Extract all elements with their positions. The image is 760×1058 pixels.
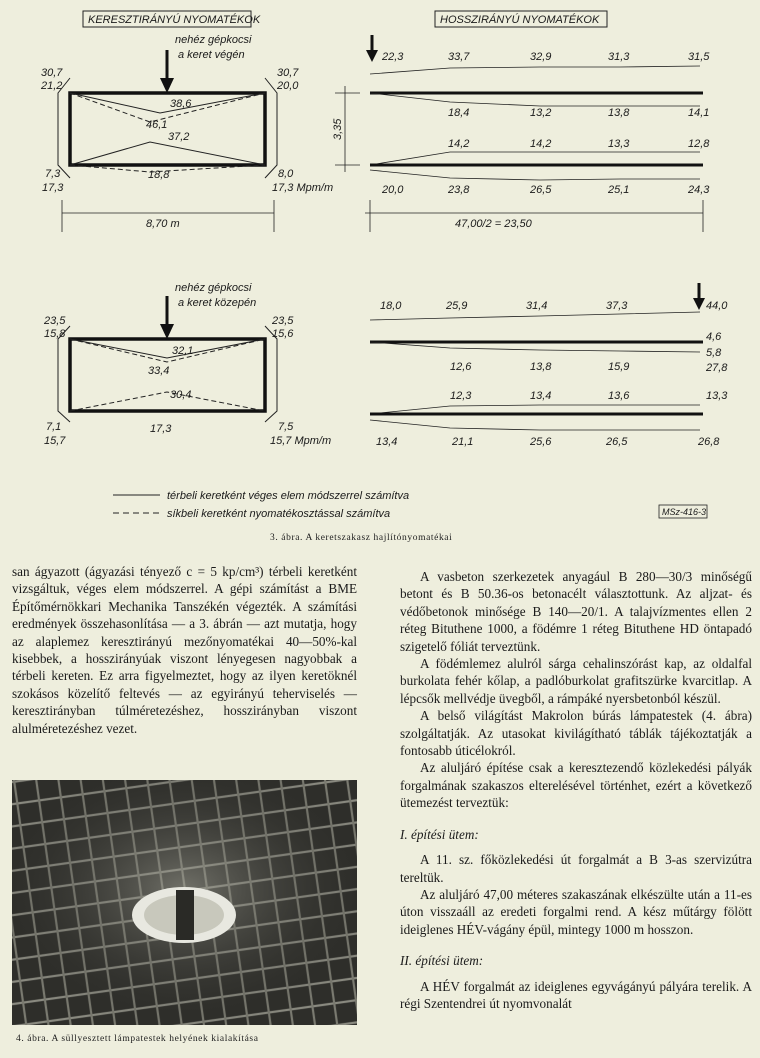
lb-r1b-0: 4,6 — [706, 331, 722, 343]
lb-r2-2: 15,9 — [608, 361, 630, 373]
load-arrow-icon — [160, 50, 174, 93]
lt-r2-0: 18,4 — [448, 107, 470, 119]
lt-r2-1: 13,2 — [530, 107, 552, 119]
lb-r2-1: 13,8 — [530, 361, 552, 373]
lb-r4-2: 25,6 — [530, 436, 552, 448]
legend-solid-label: térbeli keretként véges elem módszerrel számítva — [167, 490, 410, 502]
load-arrow-long-top-icon — [366, 35, 378, 62]
stage-2-heading: II. építési ütem: — [400, 953, 484, 969]
lb-r4-1: 21,1 — [452, 436, 474, 448]
lt-r4-0: 20,0 — [382, 184, 404, 196]
lt-r4-1: 23,8 — [448, 184, 470, 196]
load-label-end-2: a keret végén — [178, 49, 245, 61]
right-paragraph-4: Az aluljáró építése csak a keresztezendő közlekedési pályák forgalmának szakaszos elterelésével történhet, ezért a következő ütemezést terveztük: — [400, 760, 752, 811]
lb-r2-0: 12,6 — [450, 361, 472, 373]
lb-moment-bottom — [370, 420, 700, 430]
right-paragraph-1: A vasbeton szerkezetek anyagául B 280—30/3 minőségű betont és B 50.36-os betonacélt választottunk. Az aljzat- és védőbetonok minősége B 140—20/1. A talajvízmentes ellen 2 réteg Bituthene 1000, a födémre 1 réteg Bituthene HD öntapadó szigetelő fóliát terveztünk. — [400, 569, 752, 654]
right-paragraph-7: A HÉV forgalmát az ideiglenes egyvágányú pályára terelik. A régi Szentendrei út nyomvonalát — [400, 978, 752, 1011]
lt-r4-4: 24,3 — [688, 184, 710, 196]
lt-r3-1: 14,2 — [530, 138, 552, 150]
top-frame-tl2: 21,2 — [41, 80, 63, 92]
lb-r3-2: 13,6 — [608, 390, 630, 402]
top-frame-tr1: 30,7 — [277, 67, 299, 79]
figure-ref: MSz-416-3 — [662, 507, 707, 517]
lt-r1-1: 33,7 — [448, 51, 470, 63]
lb-r3-3: 13,3 — [706, 390, 728, 402]
bf-br1: 7,5 — [278, 421, 294, 433]
lt-moment-bottom-upper — [370, 152, 700, 165]
load-label-mid-2: a keret közepén — [178, 297, 257, 309]
lb-moment-top — [370, 312, 700, 320]
right-paragraph-6: Az aluljáró 47,00 méteres szakaszának elkészülte után a 11-es úton visszaáll az eredeti forgalmi rend. A kész műtárgy fölött ideiglenes HÉV-vágány épül, mintegy 1000 m hosszon. — [400, 886, 752, 937]
figure-3-caption: 3. ábra. A keretszakasz hajlítónyomatékai — [270, 533, 453, 543]
load-arrow-mid-icon — [160, 296, 174, 339]
lt-r1-3: 31,3 — [608, 51, 630, 63]
lt-r1-2: 32,9 — [530, 51, 552, 63]
moment-side-left — [58, 78, 70, 178]
left-column — [12, 563, 357, 737]
bf-bl2: 15,7 — [44, 435, 66, 447]
lb-r2-3: 27,8 — [706, 362, 728, 374]
lb-r4-3: 26,5 — [606, 436, 628, 448]
width-dim-label: 8,70 m — [146, 218, 180, 230]
bf-t1: 32,1 — [172, 345, 194, 357]
bf-moment-right — [265, 326, 277, 422]
figure-4-photo — [12, 780, 357, 1025]
bf-tr2: 15,6 — [272, 328, 294, 340]
length-dim-label: 47,00/2 = 23,50 — [455, 218, 532, 230]
lb-r1-2: 31,4 — [526, 300, 548, 312]
bf-moment-left — [58, 326, 70, 422]
lt-r1-4: 31,5 — [688, 51, 710, 63]
top-frame-t1: 38,6 — [170, 98, 192, 110]
bf-moment-bottom-dashed — [70, 392, 265, 411]
lb-r1b-1: 5,8 — [706, 347, 722, 359]
lt-r3-3: 12,8 — [688, 138, 710, 150]
top-frame-bl1: 7,3 — [45, 168, 61, 180]
moment-bottom-solid — [70, 142, 265, 165]
lt-r3-2: 13,3 — [608, 138, 630, 150]
height-dim-label: 3,35 — [332, 118, 344, 140]
lb-r1-0: 18,0 — [380, 300, 402, 312]
right-column — [400, 568, 752, 1012]
lt-r3-0: 14,2 — [448, 138, 470, 150]
bf-b2: 17,3 — [150, 423, 172, 435]
top-frame-tr2: 20,0 — [277, 80, 299, 92]
top-frame-b1: 37,2 — [168, 131, 190, 143]
lb-r3-1: 13,4 — [530, 390, 552, 402]
lb-r1-3: 37,3 — [606, 300, 628, 312]
lb-r4-4: 26,8 — [698, 436, 720, 448]
top-frame-t2: 46,1 — [146, 119, 168, 131]
top-frame-br1: 8,0 — [278, 168, 294, 180]
length-dimension — [365, 200, 703, 232]
bf-t2: 33,4 — [148, 365, 170, 377]
lt-moment-top — [370, 66, 700, 74]
bf-moment-top-dashed — [70, 339, 265, 362]
lt-r1-0: 22,3 — [382, 51, 404, 63]
cross-title: KERESZTIRÁNYÚ NYOMATÉKOK — [88, 14, 261, 26]
bf-b1: 30,4 — [170, 389, 192, 401]
right-paragraph-2: A födémlemez alulról sárga cehalinszórást kap, az oldalfal burkolata fehér kőlap, a padlóburkolat grafitszürke kvarcitlap. A lépcsők mellvédje üvegből, a rámpáké nyersbetonból készül. — [400, 656, 752, 706]
lb-r3-0: 12,3 — [450, 390, 472, 402]
lt-r2-3: 14,1 — [688, 107, 710, 119]
top-frame-bl2: 17,3 — [42, 182, 64, 194]
legend-dashed-label: síkbeli keretként nyomatékosztással számítva — [167, 508, 391, 520]
bf-bl1: 7,1 — [46, 421, 62, 433]
lt-r4-2: 26,5 — [530, 184, 552, 196]
top-frame-br2: 17,3 Mpm/m — [272, 182, 334, 194]
moment-top-solid — [70, 93, 265, 113]
left-paragraph-1: san ágyazott (ágyazási tényező c = 5 kp/cm³) térbeli keretként vizsgáltuk, véges elem módszerrel. A gépi számítást a BME Építőmérnökkari Mechanika Tanszékén végezték. A számítási eredmények összehasonlítása — a 3. ábrán — azt mutatja, hogy az alaplemez keresztirányú mezőnyomatékai 40—50%-kal kisebbek, a hosszirányúak viszont lényegesen nagyobbak a térbeli kereten. Ez arra figyelmeztet, hogy az ilyen keretöknél szokásos közelítő feltevés — az egyirányú teherviselés — keresztirányban túlméretezéshez, hosszirányban viszont alulméretezéshez vezet. — [12, 564, 357, 736]
lb-r1-4: 44,0 — [706, 300, 728, 312]
load-label-end-1: nehéz gépkocsi — [175, 34, 252, 46]
lamp-housing-icon — [132, 887, 236, 943]
load-label-mid-1: nehéz gépkocsi — [175, 282, 252, 294]
lb-r4-0: 13,4 — [376, 436, 398, 448]
load-arrow-long-bottom-icon — [693, 283, 705, 310]
bf-tr1: 23,5 — [272, 315, 294, 327]
bf-moment-top-solid — [70, 339, 265, 358]
right-paragraph-5: A 11. sz. főközlekedési út forgalmát a B 3-as szervizútra tereltük. — [400, 852, 752, 885]
stage-1-heading: I. építési ütem: — [400, 826, 479, 842]
lt-moment-bottom — [370, 170, 700, 180]
long-title: HOSSZIRÁNYÚ NYOMATÉKOK — [440, 14, 600, 26]
bf-br2: 15,7 Mpm/m — [270, 435, 332, 447]
lb-r1-1: 25,9 — [446, 300, 468, 312]
lt-r4-3: 25,1 — [608, 184, 630, 196]
top-frame-tl1: 30,7 — [41, 67, 63, 79]
bf-tl1: 23,5 — [44, 315, 66, 327]
top-frame-b2: 18,8 — [148, 169, 170, 181]
lt-r2-2: 13,8 — [608, 107, 630, 119]
lt-moment-top-lower — [370, 93, 700, 106]
moment-top-dashed — [70, 93, 265, 122]
bf-tl2: 15,8 — [44, 328, 66, 340]
frame-top — [70, 93, 265, 165]
moment-side-right — [265, 78, 277, 178]
figure-4-caption: 4. ábra. A süllyesztett lámpatestek helyének kialakítása — [16, 1034, 259, 1044]
right-paragraph-3: A belső világítást Makrolon búrás lámpatestek (4. ábra) szolgáltatják. Az utasokat kivilágítható táblák tájékoztatják a fontosabb úticélokról. — [400, 708, 752, 759]
